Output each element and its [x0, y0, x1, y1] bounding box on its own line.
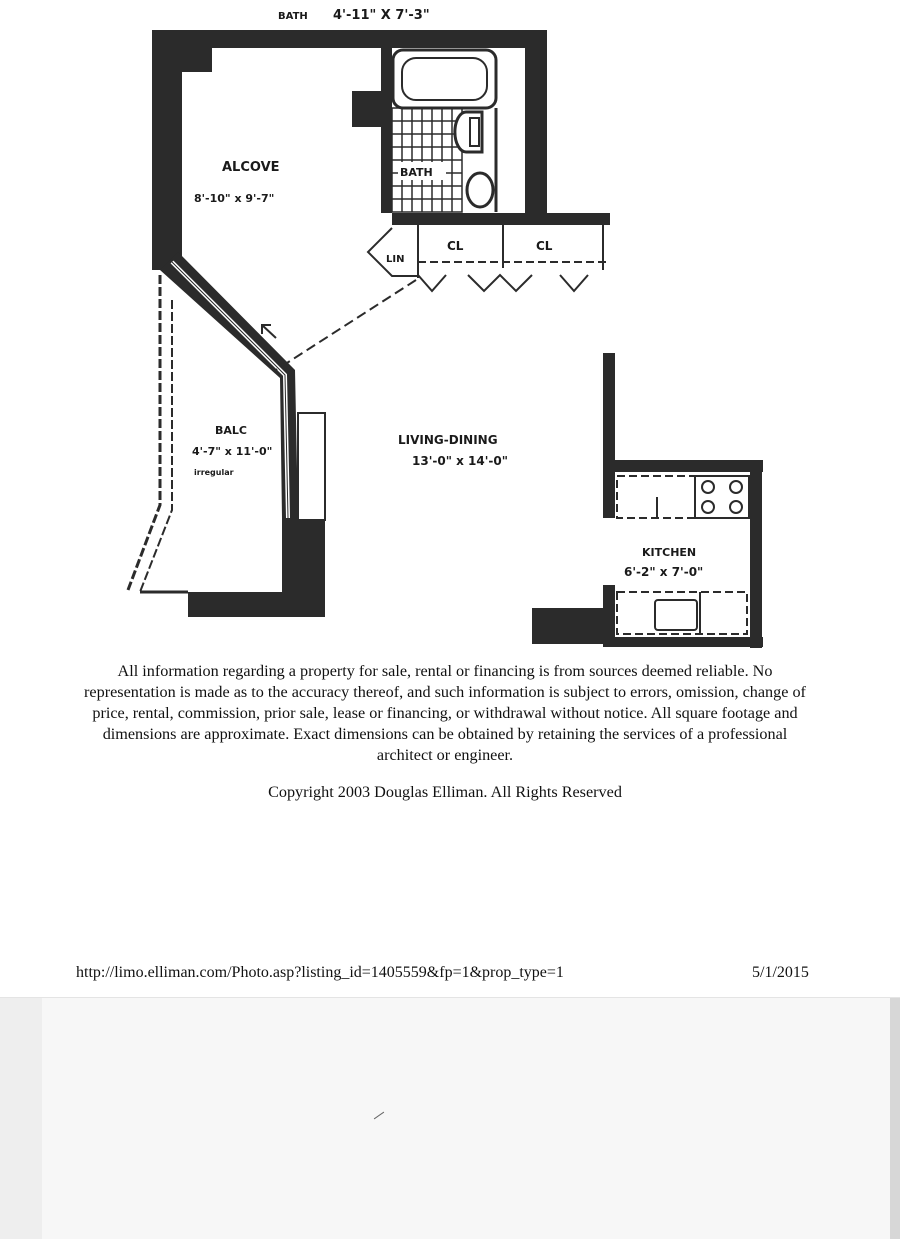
- living-dining-dims: 13'-0" x 14'-0": [412, 454, 509, 468]
- alcove-dims: 8'-10" x 9'-7": [194, 192, 275, 205]
- copyright-text: Copyright 2003 Douglas Elliman. All Rights Reserved: [268, 783, 622, 801]
- bath-header-label: BATH: [278, 11, 308, 22]
- alcove-label: ALCOVE: [222, 160, 280, 175]
- linen-label: LIN: [386, 254, 405, 265]
- footer-url: http://limo.elliman.com/Photo.asp?listing_id=1405559&fp=1&prop_type=1: [76, 964, 564, 981]
- disclaimer-text: All information regarding a property for sale, rental or financing is from sources deemed reliable. No representation is made as to the accuracy thereof, and such information is subject to errors, omission, change of price, rental, commission, prior sale, lease or financing, or withdrawal without notice. All square footage and dimensions are approximate. Exact dimensions can be obtained by retaining the services of a professional architect or engineer.: [84, 662, 806, 764]
- scan-background: [0, 997, 900, 1239]
- kitchen-dims: 6'-2" x 7'-0": [624, 565, 704, 579]
- bath-room-label: BATH: [400, 166, 433, 179]
- living-dining-label: LIVING-DINING: [398, 433, 498, 447]
- closet-2-label: CL: [536, 239, 553, 253]
- alcove-divider: [262, 280, 416, 370]
- balcony-railing: [128, 275, 188, 592]
- balcony-label: BALC: [215, 424, 247, 437]
- closet-1-label: CL: [447, 239, 464, 253]
- balcony-dims: 4'-7" x 11'-0": [192, 445, 273, 458]
- scan-edge-left: [0, 998, 42, 1239]
- bath-room: [392, 50, 496, 212]
- scan-edge-right: [890, 998, 900, 1239]
- balcony-note: irregular: [194, 468, 234, 477]
- scan-mark: [374, 1112, 384, 1120]
- footer-date: 5/1/2015: [752, 964, 809, 981]
- bath-header-dims: 4'-11" X 7'-3": [333, 8, 430, 23]
- balcony-wall: [160, 252, 325, 520]
- kitchen-label: KITCHEN: [642, 546, 697, 559]
